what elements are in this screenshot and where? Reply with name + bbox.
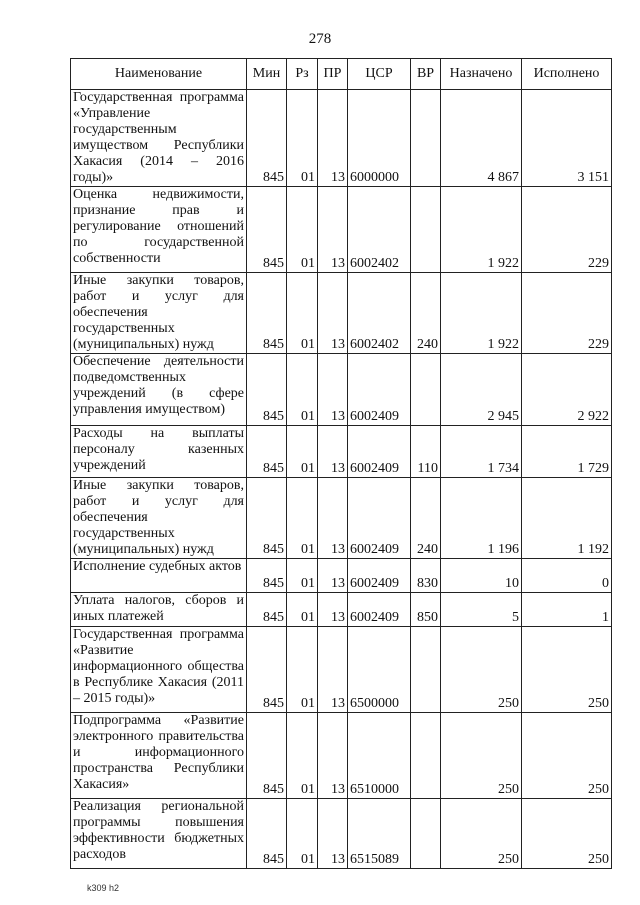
table-row <box>71 593 612 627</box>
row-executed-cell: 1 192 <box>522 478 612 559</box>
row-csr-cell: 6002402 <box>348 187 411 273</box>
table-row <box>71 354 612 426</box>
table-row <box>71 559 612 593</box>
row-rz-cell: 01 <box>287 713 318 799</box>
row-vr-cell: 850 <box>411 593 441 627</box>
table-row <box>71 187 612 273</box>
row-rz-cell: 01 <box>287 187 318 273</box>
row-csr-cell: 6002409 <box>348 478 411 559</box>
header-csr: ЦСР <box>348 59 411 90</box>
row-vr-cell: 240 <box>411 478 441 559</box>
row-name-cell: Уплата налогов, сборов и иных платежей <box>71 593 247 627</box>
row-vr-cell: 830 <box>411 559 441 593</box>
row-assigned-cell: 250 <box>441 713 522 799</box>
row-min-cell: 845 <box>247 593 287 627</box>
row-assigned-cell: 4 867 <box>441 90 522 187</box>
row-pr-cell: 13 <box>318 799 348 869</box>
row-executed-cell: 250 <box>522 627 612 713</box>
row-assigned-cell: 1 196 <box>441 478 522 559</box>
header-assigned: Назначено <box>441 59 522 90</box>
row-executed-cell: 229 <box>522 273 612 354</box>
row-vr-cell <box>411 187 441 273</box>
row-name-cell: Обеспечение деятельности подведомственных учреждений (в сфере управления имуществом) <box>71 354 247 426</box>
row-csr-cell: 6515089 <box>348 799 411 869</box>
row-vr-cell <box>411 90 441 187</box>
footer-code: k309 h2 <box>87 883 120 893</box>
row-name-cell: Исполнение судебных актов <box>71 559 247 593</box>
row-csr-cell: 6500000 <box>348 627 411 713</box>
row-pr-cell: 13 <box>318 627 348 713</box>
row-pr-cell: 13 <box>318 187 348 273</box>
table-row <box>71 90 612 187</box>
row-name-cell: Реализация региональной программы повышения эффективности бюджетных расходов <box>71 799 247 869</box>
row-rz-cell: 01 <box>287 799 318 869</box>
row-name-cell: Государственная программа «Развитие информационного общества в Республике Хакасия (2011 – 2015 годы)» <box>71 627 247 713</box>
row-rz-cell: 01 <box>287 90 318 187</box>
row-name-cell: Государственная программа «Управление государственным имуществом Республики Хакасия (2014 – 2016 годы)» <box>71 90 247 187</box>
header-vr: ВР <box>411 59 441 90</box>
row-rz-cell: 01 <box>287 478 318 559</box>
row-rz-cell: 01 <box>287 426 318 478</box>
table-row <box>71 273 612 354</box>
row-rz-cell: 01 <box>287 354 318 426</box>
row-name-cell: Иные закупки товаров, работ и услуг для обеспечения государственных (муниципальных) нужд <box>71 273 247 354</box>
row-min-cell: 845 <box>247 90 287 187</box>
budget-table <box>70 58 612 869</box>
row-executed-cell: 1 729 <box>522 426 612 478</box>
row-min-cell: 845 <box>247 627 287 713</box>
row-assigned-cell: 10 <box>441 559 522 593</box>
row-pr-cell: 13 <box>318 426 348 478</box>
table-body <box>71 90 612 869</box>
row-vr-cell <box>411 354 441 426</box>
row-csr-cell: 6002402 <box>348 273 411 354</box>
table-row <box>71 627 612 713</box>
table-row <box>71 713 612 799</box>
row-min-cell: 845 <box>247 799 287 869</box>
row-vr-cell <box>411 627 441 713</box>
row-executed-cell: 2 922 <box>522 354 612 426</box>
row-name-cell: Расходы на выплаты персоналу казенных учреждений <box>71 426 247 478</box>
header-min: Мин <box>247 59 287 90</box>
row-executed-cell: 229 <box>522 187 612 273</box>
table-row <box>71 478 612 559</box>
row-vr-cell: 110 <box>411 426 441 478</box>
row-name-cell: Оценка недвижимости, признание прав и регулирование отношений по государственной собственности <box>71 187 247 273</box>
page-number: 278 <box>308 31 332 47</box>
header-pr: ПР <box>318 59 348 90</box>
row-min-cell: 845 <box>247 713 287 799</box>
row-assigned-cell: 1 734 <box>441 426 522 478</box>
row-rz-cell: 01 <box>287 593 318 627</box>
row-assigned-cell: 1 922 <box>441 187 522 273</box>
header-name: Наименование <box>71 59 247 90</box>
table-header-row <box>71 59 612 90</box>
row-assigned-cell: 250 <box>441 627 522 713</box>
row-min-cell: 845 <box>247 478 287 559</box>
row-assigned-cell: 1 922 <box>441 273 522 354</box>
row-assigned-cell: 2 945 <box>441 354 522 426</box>
row-executed-cell: 1 <box>522 593 612 627</box>
row-assigned-cell: 5 <box>441 593 522 627</box>
row-csr-cell: 6002409 <box>348 354 411 426</box>
row-min-cell: 845 <box>247 426 287 478</box>
row-executed-cell: 3 151 <box>522 90 612 187</box>
row-executed-cell: 250 <box>522 799 612 869</box>
row-rz-cell: 01 <box>287 273 318 354</box>
row-csr-cell: 6002409 <box>348 559 411 593</box>
row-vr-cell <box>411 713 441 799</box>
row-rz-cell: 01 <box>287 559 318 593</box>
row-assigned-cell: 250 <box>441 799 522 869</box>
row-pr-cell: 13 <box>318 90 348 187</box>
row-vr-cell: 240 <box>411 273 441 354</box>
table-row <box>71 426 612 478</box>
row-executed-cell: 0 <box>522 559 612 593</box>
row-csr-cell: 6002409 <box>348 593 411 627</box>
row-csr-cell: 6000000 <box>348 90 411 187</box>
row-pr-cell: 13 <box>318 354 348 426</box>
row-min-cell: 845 <box>247 187 287 273</box>
row-min-cell: 845 <box>247 559 287 593</box>
row-rz-cell: 01 <box>287 627 318 713</box>
row-pr-cell: 13 <box>318 478 348 559</box>
row-csr-cell: 6002409 <box>348 426 411 478</box>
row-min-cell: 845 <box>247 273 287 354</box>
row-min-cell: 845 <box>247 354 287 426</box>
row-pr-cell: 13 <box>318 273 348 354</box>
row-name-cell: Подпрограмма «Развитие электронного правительства и информационного пространства Республики Хакасия» <box>71 713 247 799</box>
row-executed-cell: 250 <box>522 713 612 799</box>
row-pr-cell: 13 <box>318 593 348 627</box>
header-rz: Рз <box>287 59 318 90</box>
table-row <box>71 799 612 869</box>
row-pr-cell: 13 <box>318 559 348 593</box>
row-csr-cell: 6510000 <box>348 713 411 799</box>
row-name-cell: Иные закупки товаров, работ и услуг для обеспечения государственных (муниципальных) нужд <box>71 478 247 559</box>
row-vr-cell <box>411 799 441 869</box>
header-executed: Исполнено <box>522 59 612 90</box>
row-pr-cell: 13 <box>318 713 348 799</box>
